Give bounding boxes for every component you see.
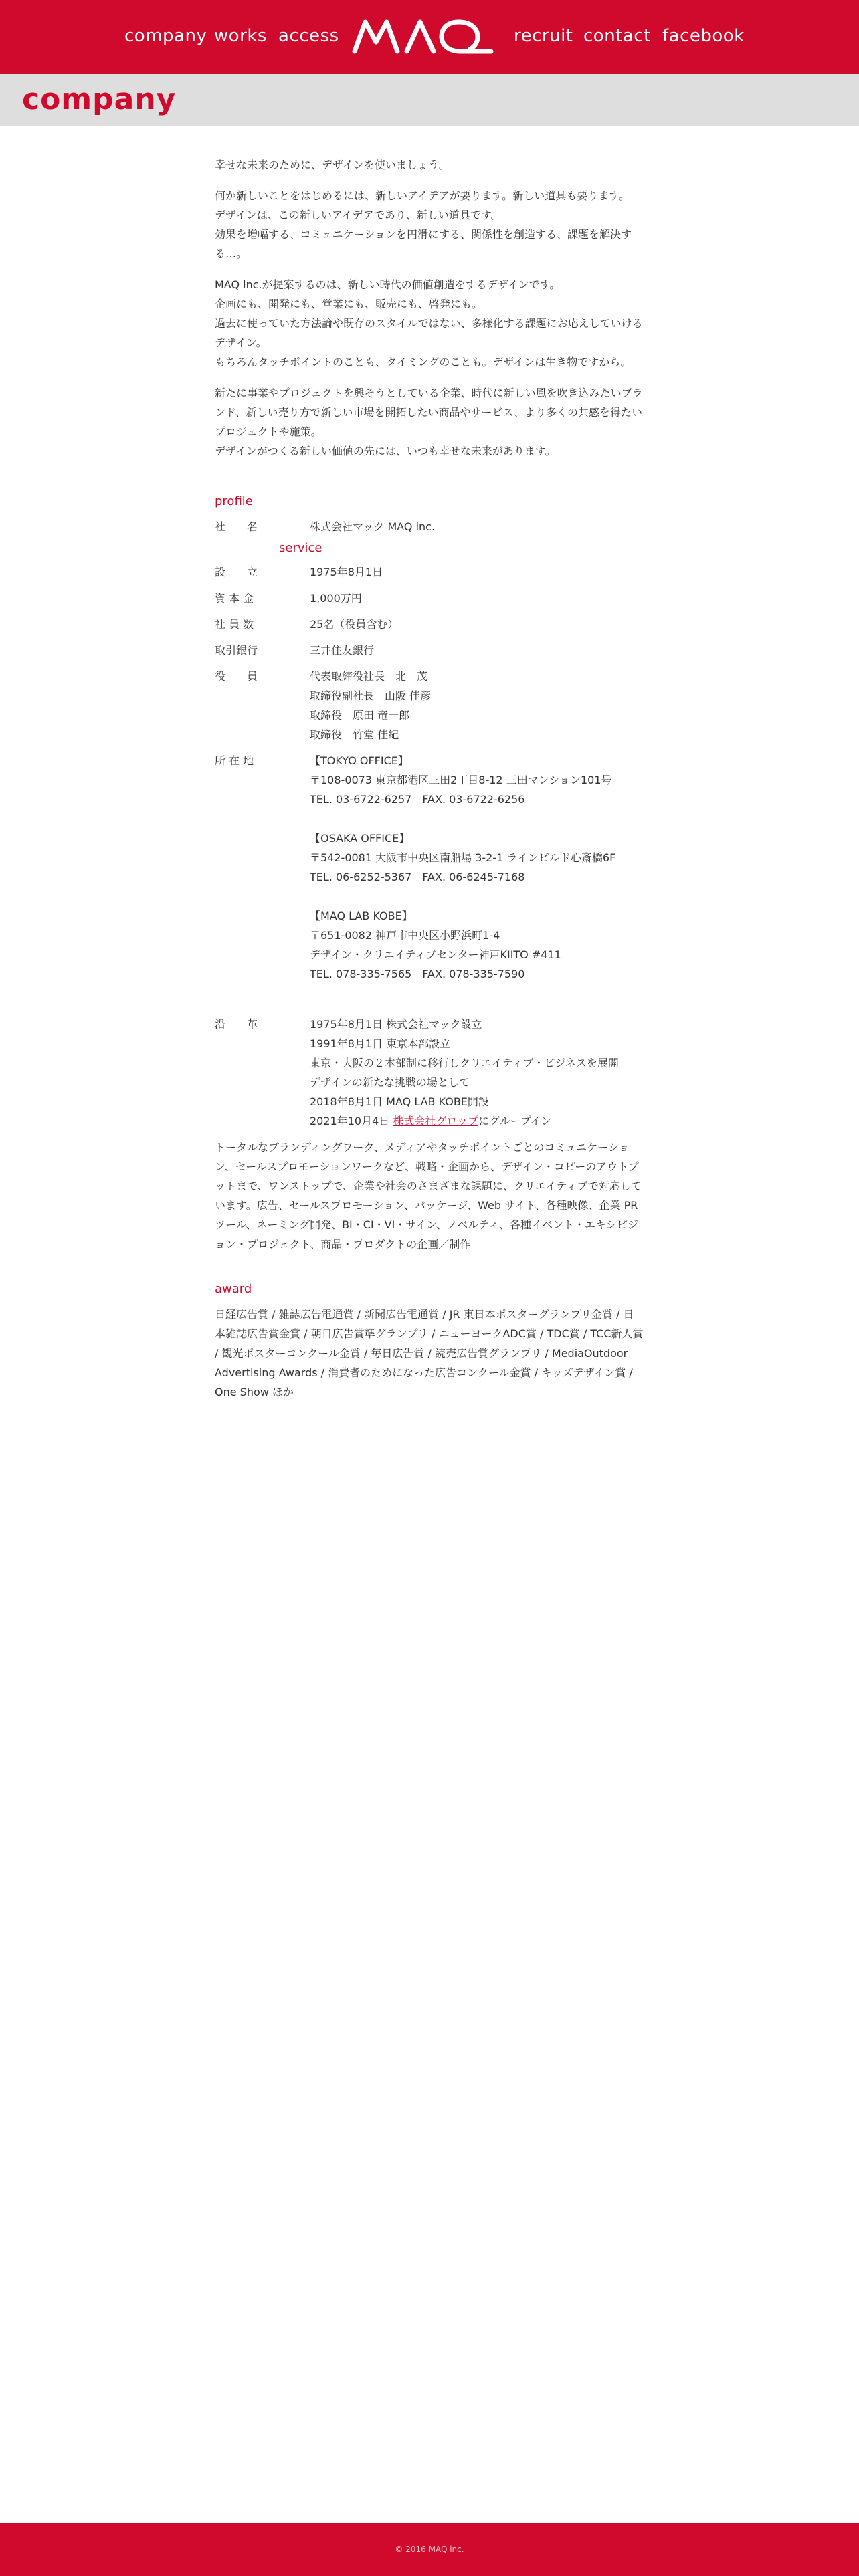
office-address: 〒108‐0073 東京都港区三田2丁目8‐12 三田マンション101号 [310, 774, 612, 786]
profile-row-officers [215, 667, 644, 744]
history-item: 2018年8月1日 MAQ LAB KOBE開設 [310, 1095, 489, 1108]
profile-label: 設 立 [215, 566, 258, 578]
glop-link[interactable]: 株式会社グロップ [393, 1115, 479, 1128]
nav-recruit[interactable]: recruit [514, 26, 573, 46]
profile-value: 1975年8月1日 [310, 566, 383, 578]
intro-paragraph-3: MAQ inc.が提案するのは、新しい時代の価値創造をするデザインです。 企画にも、開発にも、営業にも、販売にも、啓発にも。 過去に使っていた方法論や既存のスタイルではない、多様化する課題にお応えしていけるデザイン。 もちろんタッチポイントのことも、タイミングのことも。デザインは生き物ですから。 [215, 278, 643, 368]
maq-logo-icon [352, 18, 496, 56]
nav-company[interactable]: company [124, 26, 207, 46]
site-header [0, 0, 859, 74]
history-item [310, 1111, 644, 1131]
profile-row-capital [215, 588, 644, 608]
profile-label: 役 員 [215, 670, 258, 683]
profile-row-founded [215, 562, 644, 582]
company-content [215, 155, 644, 1402]
service-heading: service [279, 541, 322, 555]
site-footer [0, 2523, 859, 2576]
profile-row-employees [215, 615, 644, 634]
nav-access[interactable]: access [278, 26, 339, 46]
profile-value: 25名（役員含む） [310, 618, 399, 631]
profile-row-offices [215, 751, 644, 984]
profile-label: 社 名 [215, 520, 258, 533]
nav-contact[interactable]: contact [583, 26, 651, 46]
office-address: 〒542-0081 大阪市中央区南船場 3-2-1 ラインビルド心斎橋6F [310, 851, 616, 864]
profile-label: 所 在 地 [215, 754, 254, 767]
profile-value: 代表取締役社長 北 茂 取締役副社長 山阪 佳彦 取締役 原田 竜一郎 取締役 竹堂 佳紀 [310, 670, 432, 741]
profile-row-name [215, 517, 644, 536]
profile-value: 株式会社マック MAQ inc. [310, 520, 436, 533]
service-text: トータルなブランディングワーク、メディアやタッチポイントごとのコミュニケーション、セールスプロモーションワークなど、戦略・企画から、デザイン・コピーのアウトプットまで、ワンストップで、企業や社会のさまざまな課題に、クリエイティブで対応しています。広告、セールスプロモーション、パッケージ、Web サイト、各種映像、企業 PR ツール、ネーミング開発、BI・CI・VI・サイン、ノベルティ、各種イベント・エキシビジョン・プロジェクト、商品・プロダクトの企画／制作 [215, 1141, 642, 1251]
profile-label: 沿 革 [215, 1018, 258, 1031]
intro-paragraph-2: 何か新しいことをはじめるには、新しいアイデアが要ります。新しい道具も要ります。 デザインは、この新しいアイデアであり、新しい道具です。 効果を増幅する、コミュニケーションを円滑にする、関係性を創造する、課題を解決する…。 [215, 189, 632, 260]
award-heading: award [215, 1282, 252, 1296]
profile-value: 1,000万円 [310, 592, 362, 605]
office-name: 【OSAKA OFFICE】 [310, 832, 410, 845]
page-title: company [22, 82, 177, 116]
history-suffix: にグループイン [478, 1115, 552, 1128]
maq-logo[interactable] [352, 18, 496, 56]
award-text: 日経広告賞 / 雑誌広告電通賞 / 新聞広告電通賞 / JR 東日本ポスターグランプリ金賞 / 日本雑誌広告賞金賞 / 朝日広告賞準グランプリ / ニューヨークADC賞 / TDC賞 / TCC新人賞 / 観光ポスターコンクール金賞 / 毎日広告賞 / 読売広告賞グランプリ / MediaOutdoor Advertising Awards / 消費者のためになった広告コンクール金賞 / キッズデザイン賞 / One Show ほか [215, 1308, 644, 1398]
page-title-band [0, 74, 859, 126]
office-tel: TEL. 06-6252-5367 FAX. 06-6245-7168 [310, 871, 525, 883]
office-name: 【MAQ LAB KOBE】 [310, 909, 413, 922]
profile-label: 社 員 数 [215, 618, 254, 631]
history-item: 1975年8月1日 株式会社マック設立 [310, 1018, 482, 1031]
office-name: 【TOKYO OFFICE】 [310, 754, 409, 767]
profile-table [215, 517, 644, 1254]
office-tel: TEL. 078-335-7565 FAX. 078-335-7590 [310, 968, 525, 980]
office-tel: TEL. 03‐6722‐6257 FAX. 03‐6722‐6256 [310, 793, 525, 806]
profile-row-bank [215, 641, 644, 660]
profile-row-history [215, 1014, 644, 1131]
profile-heading: profile [215, 494, 253, 508]
nav-facebook[interactable]: facebook [662, 26, 745, 46]
profile-value: 三井住友銀行 [310, 644, 375, 657]
nav-works[interactable]: works [214, 26, 267, 46]
intro-paragraph-4: 新たに事業やプロジェクトを興そうとしている企業、時代に新しい風を吹き込みたいブランド、新しい売り方で新しい市場を開拓したい商品やサービス、より多くの共感を得たいプロジェクトや施策。 デザインがつくる新しい価値の先には、いつも幸せな未来があります。 [215, 387, 643, 457]
copyright: © 2016 MAQ inc. [395, 2545, 464, 2554]
history-item: 東京・大阪の２本部制に移行しクリエイティブ・ビジネスを展開 [310, 1057, 619, 1069]
history-item: デザインの新たな挑戦の場として [310, 1076, 470, 1089]
profile-label: 取引銀行 [215, 644, 258, 657]
profile-label: 資 本 金 [215, 592, 254, 605]
office-list [310, 751, 644, 984]
history-list [310, 1014, 644, 1131]
history-item: 1991年8月1日 東京本部設立 [310, 1037, 451, 1050]
intro-paragraph-1: 幸せな未来のために、デザインを使いましょう。 [215, 158, 450, 171]
office-address: 〒651-0082 神戸市中央区小野浜町1-4 デザイン・クリエイティブセンター神戸KIITO #411 [310, 929, 561, 961]
history-date: 2021年10月4日 [310, 1115, 393, 1128]
